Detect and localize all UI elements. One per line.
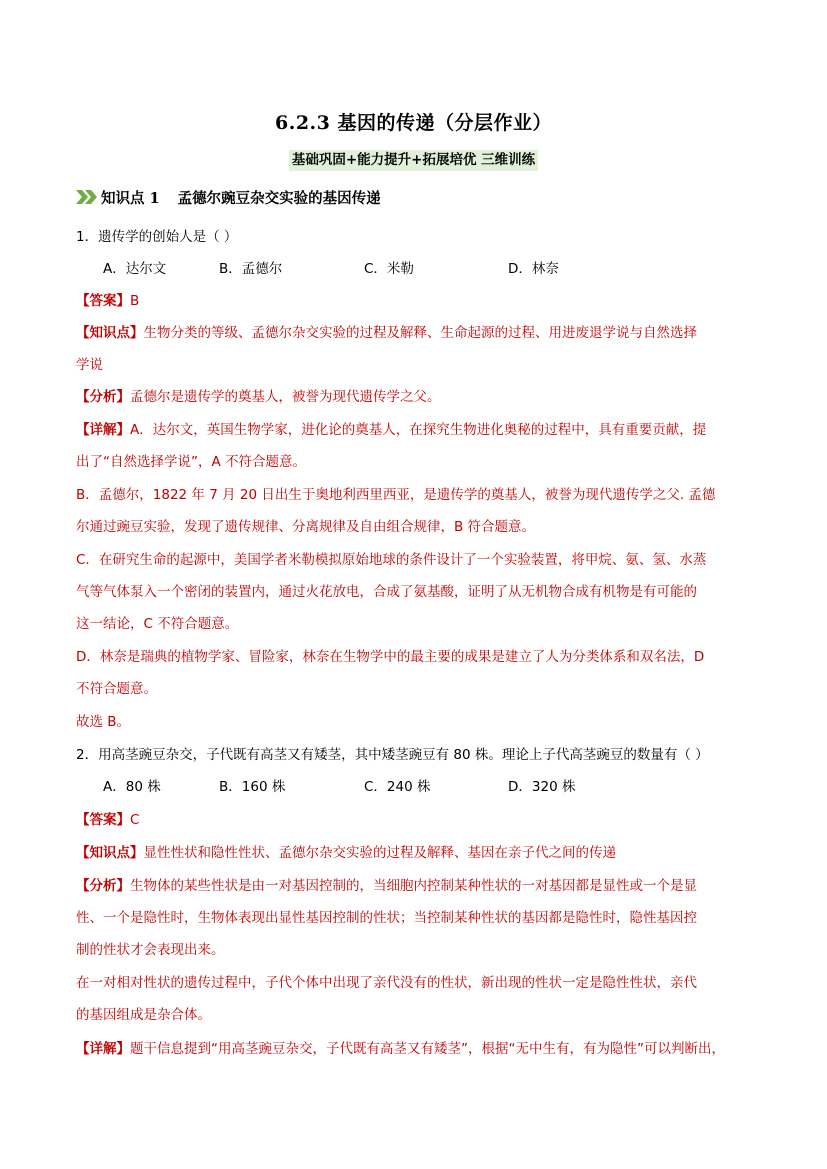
q2-stem: 2．用高茎豌豆杂交，子代既有高茎又有矮茎，其中矮茎豌豆有 80 株。理论上子代高茎豌豆的数量有（ ） (76, 747, 709, 763)
q1-b-line2: 尔通过豌豆实验，发现了遗传规律、分离规律及自由组合规律，B 符合题意。 (76, 519, 536, 535)
double-chevron-icon (76, 189, 98, 205)
q1-d-line1: D．林奈是瑞典的植物学家、冒险家，林奈在生物学中的最主要的成果是建立了人为分类体系和双名法，D (76, 649, 705, 665)
q2-analysis-line2: 性、一个是隐性时，生物体表现出显性基因控制的性状；当控制某种性状的基因都是隐性时，隐性基因控 (76, 910, 697, 926)
q1-answer-tag: 【答案】 (76, 293, 130, 309)
q1-option-b: B．孟德尔 (219, 261, 283, 277)
q2-knowledge-point (76, 843, 616, 863)
q1-analysis (76, 387, 441, 407)
q1-b-line1: B．孟德尔，1822 年 7 月 20 日出生于奥地利西里西亚，是遗传学的奠基人，被誉为现代遗传学之父. 孟德 (76, 487, 716, 503)
q1-answer (76, 291, 139, 311)
section-text: 孟德尔豌豆杂交实验的基因传递 (177, 189, 381, 207)
q2-analysis-line4: 在一对相对性状的遗传过程中，子代个体中出现了亲代没有的性状，新出现的性状一定是隐性性状，亲代 (76, 975, 697, 991)
q2-answer (76, 810, 139, 830)
q2-answer-tag: 【答案】 (76, 812, 130, 828)
q2-kp-tag: 【知识点】 (76, 845, 144, 861)
q2-analysis-line3: 制的性状才会表现出来。 (76, 942, 225, 958)
q1-kp-line1: 生物分类的等级、孟德尔杂交实验的过程及解释、生命起源的过程、用进废退学说与自然选择 (143, 325, 697, 341)
q1-answer-value: B (130, 293, 140, 309)
q2-detail-tag: 【详解】 (76, 1041, 130, 1057)
q1-kp-tag: 【知识点】 (76, 325, 144, 341)
page-subtitle: 基础巩固+能力提升+拓展培优 三维训练 (289, 150, 538, 171)
q2-analysis (76, 876, 697, 896)
q2-option-d: D．320 株 (508, 779, 576, 795)
q1-detail-tag: 【详解】 (76, 422, 130, 438)
q2-option-c: C．240 株 (364, 779, 431, 795)
q1-stem: 1．遗传学的创始人是（ ） (76, 229, 238, 245)
q2-option-b: B．160 株 (219, 779, 286, 795)
q1-d-line2: 不符合题意。 (76, 681, 157, 697)
section-label: 知识点 1 (101, 189, 160, 207)
q1-option-a: A．达尔文 (103, 261, 167, 277)
q1-detail-line1: A．达尔文，英国生物学家，进化论的奠基人，在探究生物进化奥秘的过程中，具有重要贡献，提 (130, 422, 707, 438)
q2-analysis-line5: 的基因组成是杂合体。 (76, 1007, 211, 1023)
q1-analysis-text: 孟德尔是遗传学的奠基人，被誉为现代遗传学之父。 (130, 389, 441, 405)
q2-answer-value: C (130, 812, 140, 828)
q2-kp-text: 显性性状和隐性性状、孟德尔杂交实验的过程及解释、基因在亲子代之间的传递 (143, 845, 616, 861)
q2-analysis-line1: 生物体的某些性状是由一对基因控制的，当细胞内控制某种性状的一对基因都是显性或一个是显 (130, 878, 697, 894)
q1-option-d: D．林奈 (508, 261, 559, 277)
q1-analysis-tag: 【分析】 (76, 389, 130, 405)
q2-analysis-tag: 【分析】 (76, 878, 130, 894)
q1-c-line2: 气等气体泵入一个密闭的装置内，通过火花放电，合成了氨基酸，证明了从无机物合成有机物是有可能的 (76, 584, 697, 600)
q1-c-line3: 这一结论，C 不符合题意。 (76, 616, 239, 632)
q1-knowledge-point (76, 323, 697, 343)
q1-detail (76, 420, 706, 440)
q2-detail-line1: 题干信息提到“用高茎豌豆杂交，子代既有高茎又有矮茎”，根据“无中生有，有为隐性”可以判断出， (130, 1041, 725, 1057)
subtitle-wrap (0, 149, 827, 171)
page-title: 6.2.3 基因的传递（分层作业） (274, 112, 552, 134)
q1-conclusion: 故选 B。 (76, 714, 131, 730)
q2-option-a: A．80 株 (103, 779, 161, 795)
section-heading (76, 186, 381, 208)
q1-detail-line2: 出了“自然选择学说”，A 不符合题意。 (76, 454, 307, 470)
q1-c-line1: C．在研究生命的起源中，美国学者米勒模拟原始地球的条件设计了一个实验装置，将甲烷、氨、氢、水蒸 (76, 552, 707, 568)
q1-kp-line2: 学说 (76, 357, 103, 373)
q2-detail (76, 1039, 725, 1059)
q1-option-c: C．米勒 (364, 261, 414, 277)
